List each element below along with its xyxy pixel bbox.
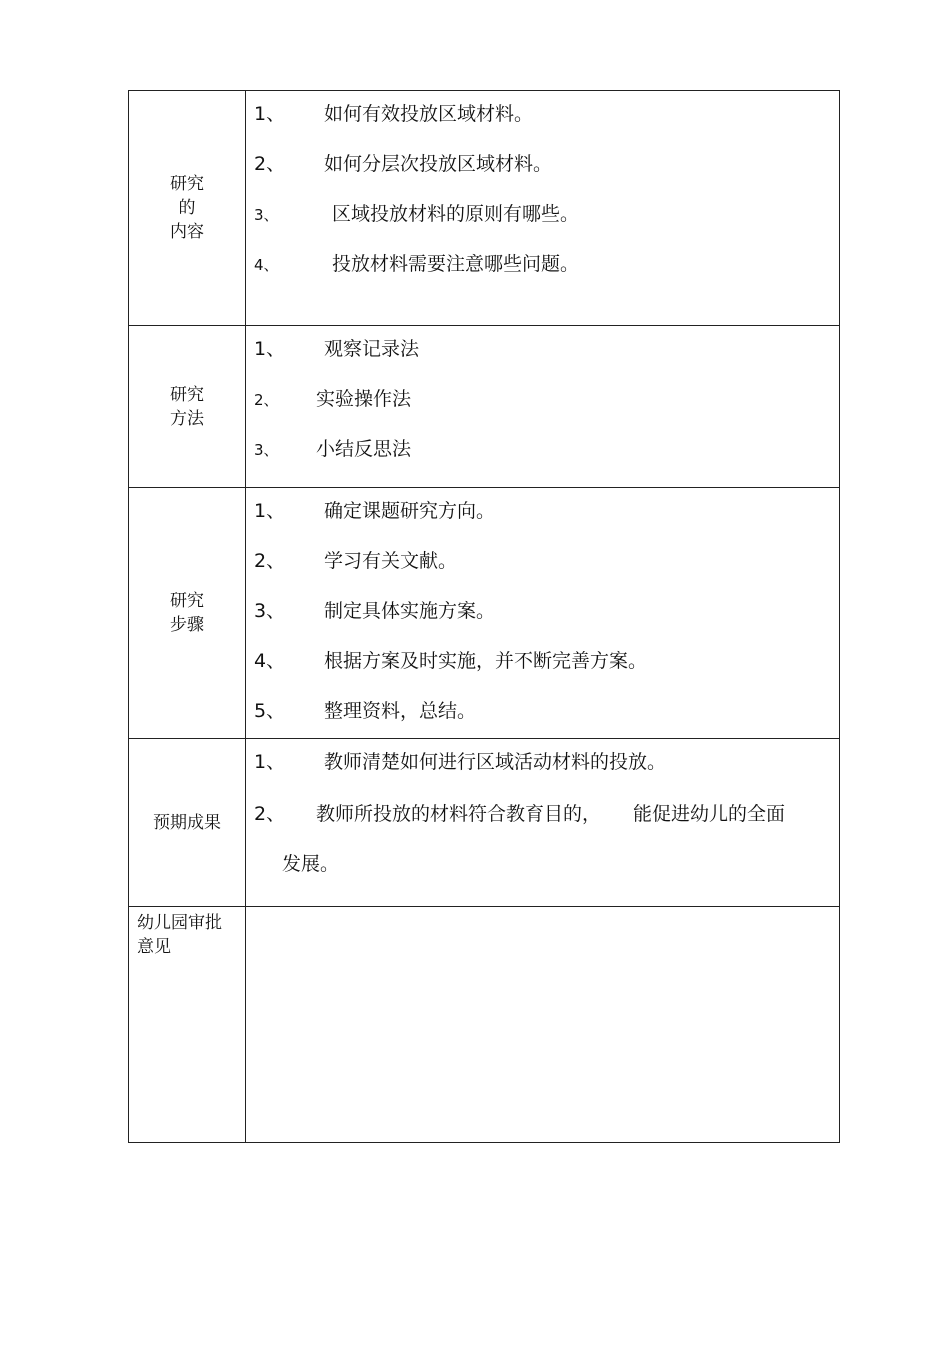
label-approval [129,907,246,1143]
item-text: 观察记录法 [324,338,420,360]
label-research-method [129,326,246,488]
row-research-method [129,326,840,488]
list-item [246,688,839,738]
item-text: 实验操作法 [316,388,412,410]
content-expected-results [246,739,840,907]
list-item [246,588,839,638]
item-number: 3、 [254,206,279,224]
content-research-method [246,326,840,488]
item-number: 2、 [254,391,279,409]
list-item [246,426,839,476]
label-line: 研究 [170,384,204,405]
item-number: 4、 [254,256,279,274]
list-item [246,538,839,588]
list-item [246,241,839,291]
item-text: 如何分层次投放区域材料。 [324,153,553,175]
item-number: 1、 [254,103,286,125]
proposal-table [128,90,840,1143]
item-number: 1、 [254,338,286,360]
item-text: 根据方案及时实施，并不断完善方案。 [324,650,648,672]
item-text: 教师所投放的材料符合教育目的， [316,803,602,825]
label-expected-results [129,739,246,907]
list-item [246,141,839,191]
item-number: 2、 [254,153,286,175]
item-text: 如何有效投放区域材料。 [324,103,534,125]
label-line: 研究 [170,591,204,611]
list-item [246,376,839,426]
item-number: 2、 [254,803,286,825]
list-item [246,326,839,376]
list-item [246,739,839,789]
label-line: 意见 [137,937,171,957]
row-expected-results [129,739,840,907]
item-text: 小结反思法 [316,438,412,460]
label-line: 的 [178,198,196,218]
row-research-content [129,91,840,326]
list-item [246,789,839,889]
item-text-continued: 发展。 [282,853,340,875]
item-text: 能促进幼儿的全面 [633,803,786,825]
list-item [246,638,839,688]
item-number: 3、 [254,441,279,459]
item-number: 3、 [254,600,286,622]
item-number: 2、 [254,550,286,572]
item-text: 投放材料需要注意哪些问题。 [332,253,580,275]
item-number: 1、 [254,500,286,522]
item-text: 区域投放材料的原则有哪些。 [332,203,580,225]
row-approval [129,907,840,1143]
list-item [246,191,839,241]
item-text: 制定具体实施方案。 [324,600,496,622]
item-text: 学习有关文献。 [324,550,458,572]
label-line: 幼儿园审批 [137,913,222,933]
item-text: 整理资料，总结。 [324,700,477,722]
approval-opinion-field[interactable] [246,907,840,1143]
label-line: 内容 [170,222,204,242]
item-number: 5、 [254,700,286,722]
label-research-steps [129,488,246,739]
label-line: 步骤 [170,615,204,635]
label-line: 预期成果 [153,812,221,833]
label-line: 研究 [170,174,204,194]
item-number: 4、 [254,650,286,672]
item-number: 1、 [254,751,286,773]
label-research-content [129,91,246,326]
item-text: 确定课题研究方向。 [324,500,496,522]
label-line: 方法 [170,408,204,429]
item-text: 教师清楚如何进行区域活动材料的投放。 [324,751,667,773]
content-research-content [246,91,840,326]
list-item [246,91,839,141]
content-research-steps [246,488,840,739]
row-research-steps [129,488,840,739]
list-item [246,488,839,538]
